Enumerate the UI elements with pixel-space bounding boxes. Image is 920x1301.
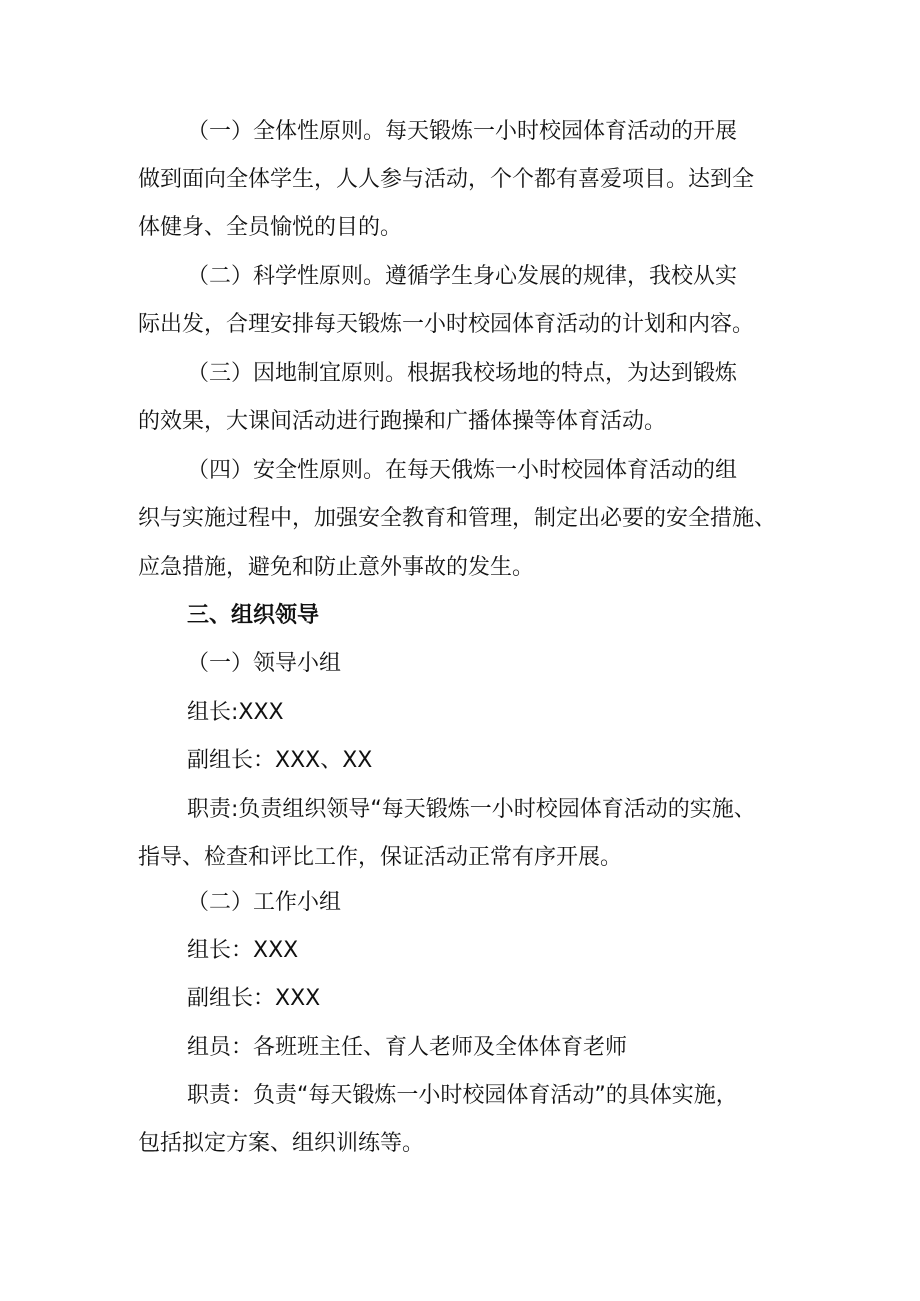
principle-3-line-1: （三）因地制宜原则。根据我校场地的特点，为达到锻炼	[187, 361, 738, 386]
principle-2-line-1: （二）科学性原则。遵循学生身心发展的规律，我校从实	[187, 264, 738, 289]
work-group-leader-line: 组长：XXX	[187, 938, 299, 963]
principle-3-line-2: 的效果，大课间活动进行跑操和广播体操等体育活动。	[138, 409, 667, 434]
leadership-duty-line-1: 职责:负责组织领导“每天锻炼一小时校园体育活动的实施、	[187, 797, 756, 822]
work-group-members-line: 组员：各班班主任、育人老师及全体体育老师	[187, 1035, 628, 1060]
principle-4-line-1: （四）安全性原则。在每天俄炼一小时校园体育活动的组	[187, 458, 738, 483]
leader-line: 组长:XXX	[187, 700, 284, 725]
principle-1-line-2: 做到面向全体学生，人人参与活动，个个都有喜爱项目。达到全	[138, 167, 755, 192]
leadership-duty-line-2: 指导、检查和评比工作，保证活动正常有序开展。	[138, 845, 623, 870]
principle-1-line-3: 体健身、全员愉悦的目的。	[138, 215, 403, 240]
deputy-leader-line: 副组长：XXX、XX	[187, 748, 373, 773]
principle-4-line-2: 织与实施过程中，加强安全教育和管理，制定出必要的安全措施、	[138, 506, 777, 531]
subheading-work-group: （二）工作小组	[187, 890, 342, 915]
principle-1-line-1: （一）全体性原则。每天锻炼一小时校园体育活动的开展	[187, 119, 738, 144]
work-group-deputy-line: 副组长：XXX	[187, 986, 321, 1011]
work-group-duty-line-1: 职责：负责“每天锻炼一小时校园体育活动”的具体实施，	[187, 1083, 738, 1108]
principle-4-line-3: 应急措施，避免和防止意外事故的发生。	[138, 555, 535, 580]
subheading-leadership-group: （一）领导小组	[187, 651, 342, 676]
work-group-duty-line-2: 包括拟定方案、组织训练等。	[138, 1131, 425, 1156]
principle-2-line-2: 际出发，合理安排每天锻炼一小时校园体育活动的计划和内容。	[138, 312, 755, 337]
section-heading-organization: 三、组织领导	[187, 603, 320, 628]
